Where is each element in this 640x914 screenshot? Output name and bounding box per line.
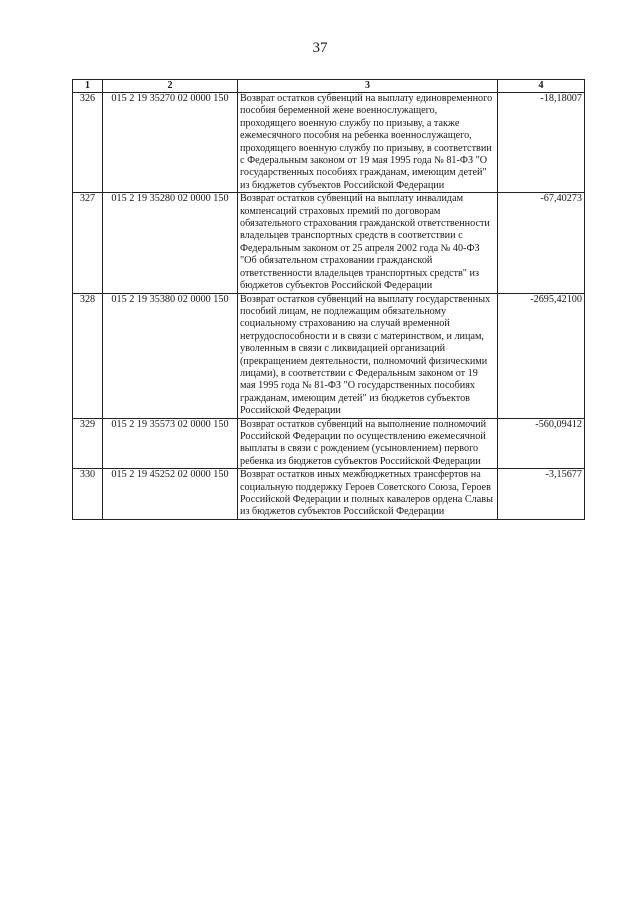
- column-header-3: 3: [238, 80, 498, 93]
- row-number: 330: [73, 469, 103, 520]
- row-number: 328: [73, 293, 103, 418]
- amount: -3,15677: [498, 469, 585, 520]
- row-number: 329: [73, 418, 103, 469]
- item-description: Возврат остатков субвенций на выплату государственных пособий лицам, не подлежащим обязательному социальному страхованию на случай временной нетрудоспособности и в связи с материнством, и лицам, уволенным в связи с ликвидацией организаций (прекращением деятельности, полномочий физическими лицами), в соответствии с Федеральным законом от 19 мая 1995 года № 81-ФЗ "О государственных пособиях гражданам, имеющим детей" из бюджетов субъектов Российской Федерации: [238, 293, 498, 418]
- item-description: Возврат остатков субвенций на выплату инвалидам компенсаций страховых премий по договорам обязательного страхования гражданской ответственности владельцев транспортных средств в соответствии с Федеральным законом от 25 апреля 2002 года № 40-ФЗ "Об обязательном страховании гражданской ответственности владельцев транспортных средств" из бюджетов субъектов Российской Федерации: [238, 193, 498, 293]
- amount: -18,18007: [498, 93, 585, 193]
- budget-code: 015 2 19 35280 02 0000 150: [103, 193, 238, 293]
- table-row: [73, 418, 585, 469]
- table-header-row: [73, 80, 585, 93]
- budget-code: 015 2 19 35270 02 0000 150: [103, 93, 238, 193]
- budget-table: [72, 79, 585, 520]
- amount: -2695,42100: [498, 293, 585, 418]
- budget-code: 015 2 19 45252 02 0000 150: [103, 469, 238, 520]
- table-row: [73, 93, 585, 193]
- table-row: [73, 469, 585, 520]
- budget-code: 015 2 19 35573 02 0000 150: [103, 418, 238, 469]
- column-header-4: 4: [498, 80, 585, 93]
- item-description: Возврат остатков субвенций на выполнение полномочий Российской Федерации по осуществлению ежемесячной выплаты в связи с рождением (усыновлением) первого ребенка из бюджетов субъектов Российской Федерации: [238, 418, 498, 469]
- item-description: Возврат остатков субвенций на выплату единовременного пособия беременной жене военнослужащего, проходящего военную службу по призыву, а также ежемесячного пособия на ребенка военнослужащего, проходящего военную службу по призыву, в соответствии с Федеральным законом от 19 мая 1995 года № 81-ФЗ "О государственных пособиях гражданам, имеющим детей" из бюджетов субъектов Российской Федерации: [238, 93, 498, 193]
- table-row: [73, 293, 585, 418]
- item-description: Возврат остатков иных межбюджетных трансфертов на социальную поддержку Героев Советского Союза, Героев Российской Федерации и полных кавалеров ордена Славы из бюджетов субъектов Российской Федерации: [238, 469, 498, 520]
- column-header-1: 1: [73, 80, 103, 93]
- amount: -560,09412: [498, 418, 585, 469]
- budget-code: 015 2 19 35380 02 0000 150: [103, 293, 238, 418]
- row-number: 327: [73, 193, 103, 293]
- table-row: [73, 193, 585, 293]
- column-header-2: 2: [103, 80, 238, 93]
- page-number: 37: [312, 40, 328, 56]
- row-number: 326: [73, 93, 103, 193]
- amount: -67,40273: [498, 193, 585, 293]
